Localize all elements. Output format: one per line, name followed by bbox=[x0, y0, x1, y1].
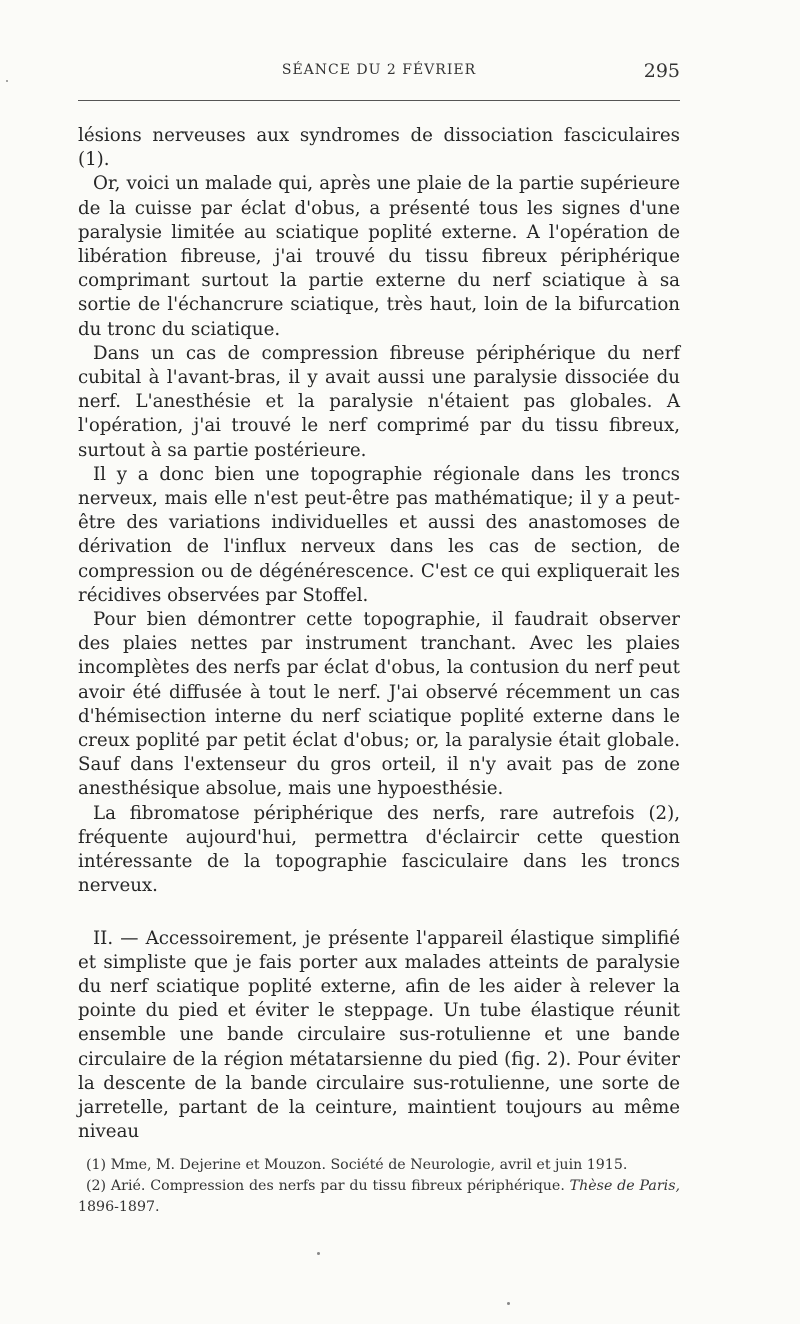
footnote-2-text: (2) Arié. Compression des nerfs par du tissu fibreux périphérique. bbox=[86, 1178, 565, 1194]
paper-speck bbox=[6, 80, 8, 82]
footnote-2 bbox=[78, 1176, 680, 1218]
paragraph-demonstration: Pour bien démontrer cette topographie, il faudrait observer des plaies nettes par instrument tranchant. Avec les plaies incomplètes des nerfs par éclat d'obus, la contusion du nerf peut avoir été diffusée à tout le nerf. J'ai observé récemment un cas d'hémisection interne du nerf sciatique poplité externe dans le creux poplité par petit éclat d'obus; or, la paralysie était globale. Sauf dans l'extenseur du gros orteil, il n'y avait pas de zone anesthésique absolue, mais une hypoesthésie. bbox=[78, 609, 680, 800]
paragraph-sciatic-case: Or, voici un malade qui, après une plaie de la partie supérieure de la cuisse par éclat d'obus, a présenté tous les signes d'une paralysie limitée au sciatique poplité externe. A l'opération de libération fibreuse, j'ai trouvé du tissu fibreux périphérique comprimant surtout la partie externe du nerf sciatique à sa sortie de l'échancrure sciatique, très haut, loin de la bifurcation du tronc du sciatique. bbox=[78, 173, 680, 340]
body-text bbox=[78, 124, 680, 1144]
footnotes bbox=[78, 1155, 680, 1218]
paragraph-fibromatosis: La fibromatose périphérique des nerfs, rare autrefois (2), fréquente aujourd'hui, permettra d'éclaircir cette question intéressante de la topographie fasciculaire dans les troncs nerveux. bbox=[78, 802, 680, 897]
footnote-2-title: Thèse de Paris, bbox=[569, 1178, 680, 1194]
paragraph-topography: Il y a donc bien une topographie régionale dans les troncs nerveux, mais elle n'est peut-être pas mathématique; il y a peut-être des variations individuelles et aussi des anastomoses de dérivation de l'influx nerveux dans les cas de section, de compression ou de dégénérescence. C'est ce qui expliquerait les récidives observées par Stoffel. bbox=[78, 463, 680, 606]
paper-speck bbox=[317, 1252, 320, 1255]
footnote-1: (1) Mme, M. Dejerine et Mouzon. Société de Neurologie, avril et juin 1915. bbox=[86, 1157, 628, 1173]
page-header bbox=[78, 62, 680, 88]
paragraph-continuation: lésions nerveuses aux syndromes de dissociation fasciculaires (1). bbox=[78, 125, 680, 171]
footnote-2-years: 1896-1897. bbox=[78, 1199, 160, 1215]
paper-speck bbox=[507, 1302, 510, 1305]
header-rule bbox=[78, 100, 680, 101]
paragraph-ulnar-case: Dans un cas de compression fibreuse périphérique du nerf cubital à l'avant-bras, il y avait aussi une paralysie dissociée du nerf. L'anesthésie et la paralysie n'étaient pas globales. A l'opération, j'ai trouvé le nerf comprimé par du tissu fibreux, surtout à sa partie postérieure. bbox=[78, 342, 680, 461]
paragraph-section-ii: II. — Accessoirement, je présente l'appareil élastique simplifié et simpliste que je fais porter aux malades atteints de paralysie du nerf sciatique poplité externe, afin de les aider à relever la pointe du pied et éviter le steppage. Un tube élastique réunit ensemble une bande circulaire sus-rotulienne et une bande circulaire de la région métatarsienne du pied (fig. 2). Pour éviter la descente de la bande circulaire sus-rotulienne, une sorte de jarretelle, partant de la ceinture, maintient toujours au même niveau bbox=[78, 927, 680, 1143]
running-head: SÉANCE DU 2 FÉVRIER bbox=[281, 62, 477, 78]
page-number: 295 bbox=[643, 60, 680, 82]
